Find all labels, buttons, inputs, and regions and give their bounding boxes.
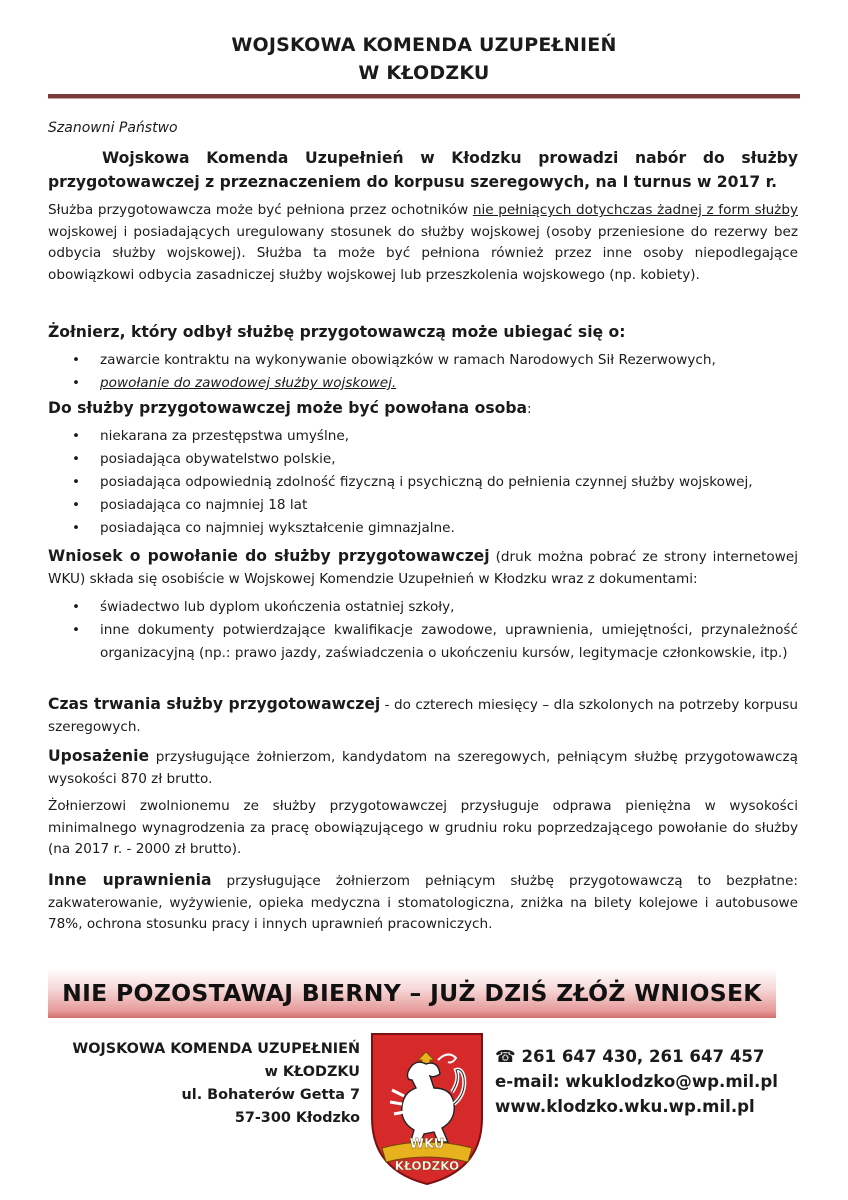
list-item-text: posiadająca co najmniej wykształcenie gimnazjalne. [100,520,455,536]
bullet-dot-icon: • [72,352,81,368]
list-item-text: posiadająca obywatelstwo polskie, [100,451,336,467]
list-item-text: niekarana za przestępstwa umyślne, [100,428,350,444]
list-item-text: posiadająca co najmniej 18 lat [100,497,308,513]
list-item [48,448,798,471]
bullet-dot-icon: • [72,497,81,513]
address-line: 57-300 Kłodzko [234,1110,360,1126]
salutation: Szanowni Państwo [48,120,178,136]
soldier-list [48,349,798,395]
phone-icon: ☎ [495,1047,522,1066]
address-line: WOJSKOWA KOMENDA UZUPEŁNIEŃ [72,1041,360,1057]
intro-underlined: nie pełniących dotychczas żadnej z form służby [472,202,798,218]
list-item [48,471,798,494]
bullet-dot-icon: • [72,428,81,444]
list-item [48,494,798,517]
person-heading [48,398,798,421]
website-line: www.klodzko.wku.wp.mil.pl [495,1097,755,1116]
intro-paragraph [48,200,798,286]
application-heading: Wniosek o powołanie do służby przygotowawczej [48,547,490,565]
header-line-2: W KŁODZKU [358,62,490,84]
crest-text-city: KŁODZKO [394,1159,460,1173]
list-item [48,596,798,619]
list-item [48,372,798,395]
rights-paragraph [48,870,798,936]
lead-paragraph: Wojskowa Komenda Uzupełnień w Kłodzku prowadzi nabór do służby przygotowawczej z przeznaczeniem do korpusu szeregowych, na I turnus w 2017 r. [48,149,798,191]
pay-heading: Uposażenie [48,747,150,765]
intro-text-1: Służba przygotowawcza może być pełniona przez ochotników [48,202,473,218]
list-item-text: posiadająca odpowiednią zdolność fizyczną i psychiczną do pełnienia czynnej służby wojskowej, [100,474,753,490]
header-line-1: WOJSKOWA KOMENDA UZUPEŁNIEŃ [231,34,617,56]
list-item-text: inne dokumenty potwierdzające kwalifikacje zawodowe, uprawnienia, umiejętności, przynależność organizacyjną (np.: prawo jazdy, zaświadczenia o ukończeniu kursów, legitymacje członkowskie, itp.) [100,622,798,661]
soldier-heading: Żołnierz, który odbył służbę przygotowawczą może ubiegać się o: [48,323,626,341]
bullet-dot-icon: • [72,451,81,467]
email-line: e-mail: wkuklodzko@wp.mil.pl [495,1072,778,1091]
bullet-dot-icon: • [72,599,81,615]
header-divider [48,94,800,99]
bullet-dot-icon: • [72,375,81,391]
duration-heading: Czas trwania służby przygotowawczej [48,695,381,713]
bullet-dot-icon: • [72,622,81,638]
list-item [48,517,798,540]
list-item [48,619,798,665]
phone-numbers: 261 647 430, 261 647 457 [521,1047,765,1066]
list-item-text: świadectwo lub dyplom ukończenia ostatniej szkoły, [100,599,455,615]
bullet-dot-icon: • [72,520,81,536]
phone-line [495,1044,815,1069]
list-item [48,425,798,448]
person-heading-colon: : [527,401,532,417]
call-to-action-banner: NIE POZOSTAWAJ BIERNY – JUŻ DZIŚ ZŁÓŻ WNIOSEK [48,968,776,1018]
duration-paragraph [48,694,798,738]
crest-text-wku: WKU [409,1137,445,1152]
pay-text: przysługujące żołnierzom, kandydatom na szeregowych, pełniącym służbę przygotowawczą wysokości 870 zł brutto. [48,749,798,787]
rights-heading: Inne uprawnienia [48,871,212,889]
pay-paragraph [48,746,798,790]
intro-text-2: wojskowej i posiadających uregulowany stosunek do służby wojskowej (osoby przeniesione do rezerwy bez odbycia służby wojskowej). Służba ta może być pełniona również przez inne osoby niepodlegające obowiązkowi odbycia zasadniczej służby wojskowej lub przeszkolenia wojskowego (np. kobiety). [48,223,798,283]
application-list [48,596,798,665]
footer-contact [495,1044,815,1119]
person-list [48,425,798,540]
duration-text: - do czterech miesięcy – dla szkolonych na potrzeby korpusu szeregowych. [48,697,798,735]
address-line: ul. Bohaterów Getta 7 [181,1087,360,1103]
list-item-text: powołanie do zawodowej służby wojskowej. [100,375,397,391]
list-item [48,349,798,372]
severance-paragraph: Żołnierzowi zwolnionemu ze służby przygotowawczej przysługuje odprawa pieniężna w wysokości minimalnego wynagrodzenia za pracę obowiązującego w grudniu roku poprzedzającego powołanie do służby (na 2017 r. - 2000 zł brutto). [48,798,798,857]
person-heading-text: Do służby przygotowawczej może być powołana osoba [48,399,528,417]
rights-text: przysługujące żołnierzom pełniącym służbę przygotowawczą to bezpłatne: zakwaterowanie, wyżywienie, opieka medyczna i stomatologiczna, zniżka na bilety kolejowe i autobusowe 78%, ochrona stosunku pracy i innych uprawnień pracowniczych. [48,873,798,932]
footer-address [40,1038,360,1130]
wku-crest-icon [368,1030,486,1188]
bullet-dot-icon: • [72,474,81,490]
application-text: (druk można pobrać ze strony internetowej WKU) składa się osobiście w Wojskowej Komendzie Uzupełnień w Kłodzku wraz z dokumentami: [48,549,798,587]
application-paragraph [48,546,798,590]
list-item-text: zawarcie kontraktu na wykonywanie obowiązków w ramach Narodowych Sił Rezerwowych, [100,352,716,368]
address-line: w KŁODZKU [264,1064,360,1080]
